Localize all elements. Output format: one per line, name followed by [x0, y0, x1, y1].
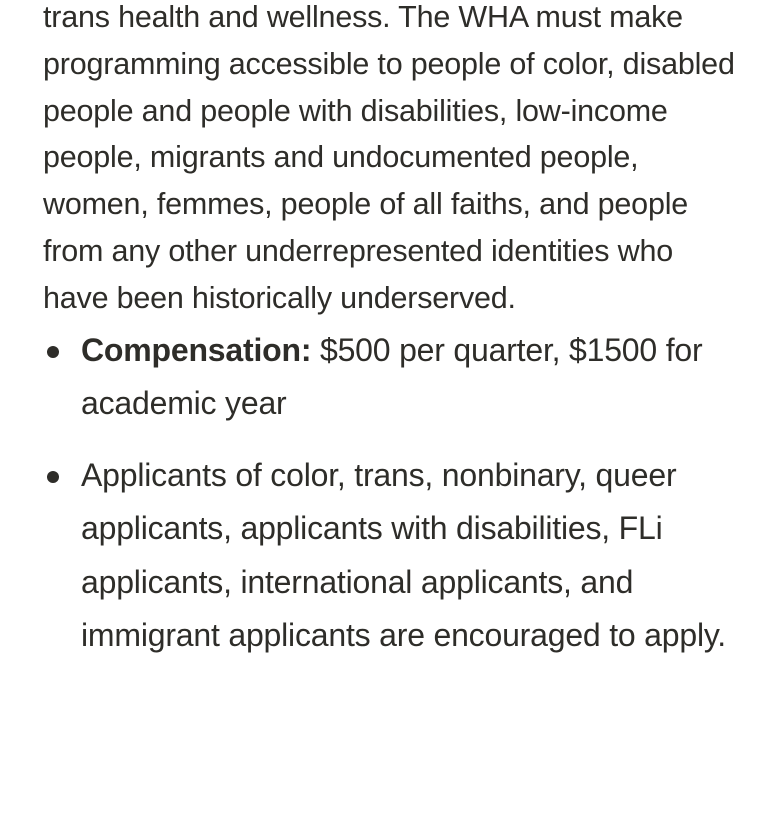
encouragement-text: Applicants of color, trans, nonbinary, queer applicants, applicants with disabilities, FLi applicants, international applicants, and immigrant applicants are encouraged to apply. — [81, 456, 727, 654]
bullet-icon — [47, 346, 59, 358]
bullet-icon — [47, 471, 59, 483]
list-item-compensation — [43, 324, 731, 431]
body-paragraph: trans health and wellness. The WHA must make programming accessible to people of color, disabled people and people with disabilities, low-income people, migrants and undocumented people, women, femmes, people of all faiths, and people from any other underrepresented identities who have been historically underserved. — [43, 0, 735, 315]
compensation-label: Compensation: — [81, 331, 312, 368]
compensation-text: $500 per quarter, $1500 for academic year — [81, 331, 703, 422]
document-content — [43, 0, 743, 663]
details-list — [43, 324, 743, 663]
list-item-encouragement — [43, 449, 731, 663]
